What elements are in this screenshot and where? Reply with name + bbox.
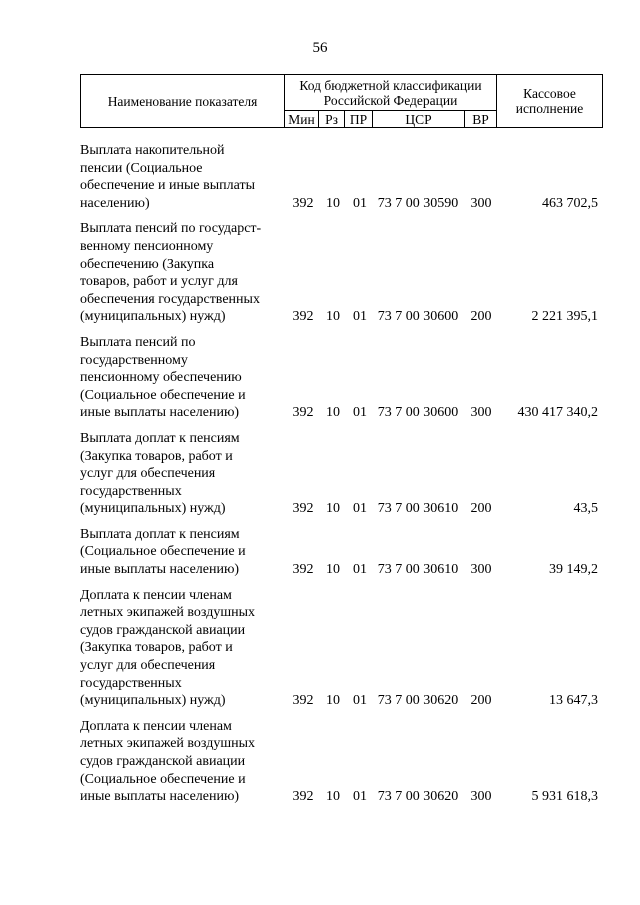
row-pr: 01 [353, 309, 367, 325]
row-amount: 5 931 618,3 [531, 789, 598, 805]
header-vr: ВР [465, 111, 497, 128]
row-name-line: судов гражданской авиации [80, 622, 246, 638]
row-name-line: иные выплаты населению) [80, 789, 240, 805]
row-name-line: государственных [80, 675, 182, 691]
row-min: 392 [292, 195, 314, 211]
table-row [80, 430, 604, 518]
table-row [80, 526, 604, 579]
table-row [80, 220, 604, 326]
row-amount: 13 647,3 [549, 693, 598, 709]
row-amount: 43,5 [573, 501, 598, 517]
row-name-line: услуг для обеспечения [80, 466, 216, 482]
row-name-line: обеспечение и иные выплаты [80, 178, 255, 194]
row-vr: 300 [470, 405, 492, 421]
row-csr: 73 7 00 30600 [377, 309, 459, 325]
row-amount: 2 221 395,1 [531, 309, 598, 325]
row-name-line: Выплата пенсий по [80, 334, 196, 350]
row-min: 392 [292, 309, 314, 325]
row-rz: 10 [326, 501, 340, 517]
row-csr: 73 7 00 30610 [377, 501, 459, 517]
row-rz: 10 [326, 693, 340, 709]
row-codes [80, 500, 604, 518]
row-rz: 10 [326, 195, 340, 211]
row-amount: 463 702,5 [542, 195, 598, 211]
row-min: 392 [292, 562, 314, 578]
row-vr: 300 [470, 562, 492, 578]
row-name-line: услуг для обеспечения [80, 658, 216, 674]
row-pr: 01 [353, 405, 367, 421]
row-rz: 10 [326, 309, 340, 325]
row-name-line: иные выплаты населению) [80, 562, 240, 578]
row-min: 392 [292, 405, 314, 421]
row-csr: 73 7 00 30590 [377, 195, 459, 211]
row-codes [80, 692, 604, 710]
row-vr: 300 [470, 195, 492, 211]
row-name-line: венному пенсионному [80, 238, 214, 254]
row-name-line: Выплата доплат к пенсиям [80, 430, 240, 446]
row-name-line: обеспечению (Закупка [80, 256, 215, 272]
row-rz: 10 [326, 405, 340, 421]
row-vr: 200 [470, 309, 492, 325]
header-csr: ЦСР [373, 111, 465, 128]
table-row [80, 142, 604, 212]
row-amount: 430 417 340,2 [517, 405, 598, 421]
row-min: 392 [292, 693, 314, 709]
row-codes [80, 561, 604, 579]
row-codes [80, 788, 604, 806]
row-csr: 73 7 00 30600 [377, 405, 459, 421]
row-csr: 73 7 00 30610 [377, 562, 459, 578]
row-codes [80, 404, 604, 422]
row-pr: 01 [353, 501, 367, 517]
table-row [80, 334, 604, 422]
row-name-line: судов гражданской авиации [80, 754, 246, 769]
row-name-line: (муниципальных) нужд) [80, 309, 226, 325]
row-name-line: (Закупка товаров, работ и [80, 448, 233, 464]
row-name-line: населению) [80, 195, 150, 211]
row-pr: 01 [353, 789, 367, 805]
row-pr: 01 [353, 693, 367, 709]
row-name-line: иные выплаты населению) [80, 405, 240, 421]
row-name-line: (Закупка товаров, работ и [80, 640, 233, 656]
row-rz: 10 [326, 789, 340, 805]
row-name-line: обеспечения государственных [80, 291, 260, 307]
header-amount-column: Кассовое исполнение [497, 75, 603, 128]
header-name-column: Наименование показателя [81, 75, 285, 128]
row-name-line: (Социальное обеспечение и [80, 387, 246, 403]
row-vr: 200 [470, 693, 492, 709]
row-rz: 10 [326, 562, 340, 578]
header-rz: Рз [319, 111, 345, 128]
row-name-line: Выплата пенсий по государст- [80, 221, 262, 237]
table-header [80, 74, 603, 128]
row-vr: 200 [470, 501, 492, 517]
row-name-line: государственному [80, 352, 188, 368]
row-name-line: товаров, работ и услуг для [80, 274, 238, 290]
row-pr: 01 [353, 195, 367, 211]
row-name-line: (муниципальных) нужд) [80, 693, 226, 709]
row-name-line: Доплата к пенсии членам [80, 587, 232, 603]
row-vr: 300 [470, 789, 492, 805]
row-name-line: (Социальное обеспечение и [80, 771, 246, 787]
row-codes [80, 308, 604, 326]
row-pr: 01 [353, 562, 367, 578]
row-name-line: Доплата к пенсии членам [80, 718, 232, 734]
row-csr: 73 7 00 30620 [377, 789, 459, 805]
header-min: Мин [285, 111, 319, 128]
row-name-line: пенсионному обеспечению [80, 370, 242, 386]
row-name-line: Выплата доплат к пенсиям [80, 526, 240, 542]
row-amount: 39 149,2 [549, 562, 598, 578]
row-codes [80, 195, 604, 213]
page-number: 56 [312, 40, 328, 56]
row-name-line: (муниципальных) нужд) [80, 501, 226, 517]
row-name-line: (Социальное обеспечение и [80, 544, 246, 560]
table-row [80, 718, 604, 806]
row-name-line: пенсии (Социальное [80, 160, 203, 176]
row-min: 392 [292, 501, 314, 517]
row-csr: 73 7 00 30620 [377, 693, 459, 709]
table-body [80, 142, 604, 814]
row-name-line: Выплата накопительной [80, 143, 225, 158]
row-name-line: летных экипажей воздушных [80, 605, 256, 621]
row-min: 392 [292, 789, 314, 805]
row-name-line: летных экипажей воздушных [80, 736, 256, 752]
header-pr: ПР [345, 111, 373, 128]
header-code-group: Код бюджетной классификации Российской Федерации [285, 75, 497, 111]
table-row [80, 587, 604, 710]
row-name-line: государственных [80, 483, 182, 499]
